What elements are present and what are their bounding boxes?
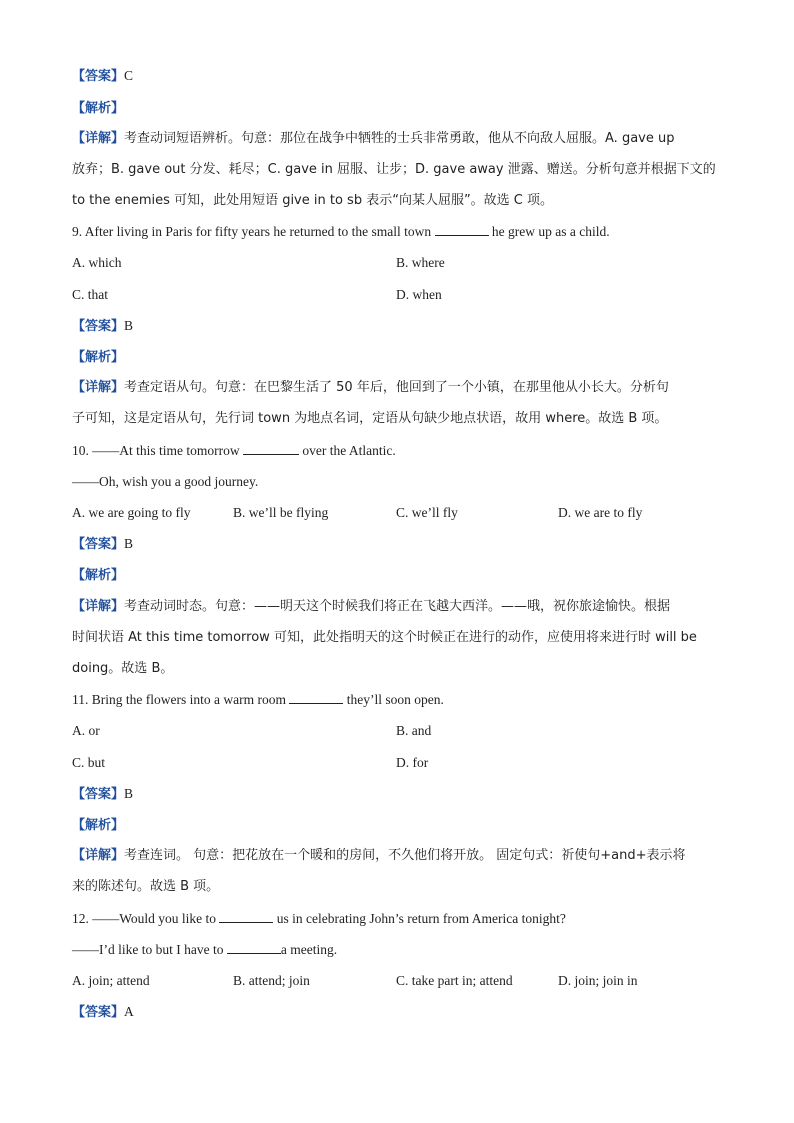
q12-blank-1 <box>219 911 273 923</box>
q12-stem-line-2-part-2: a meeting. <box>280 942 338 957</box>
q12-stem <box>72 911 722 927</box>
q11-analysis-line <box>72 817 722 834</box>
q12-stem-part-1: 12. ——Would you like to <box>72 911 217 926</box>
q9-stem <box>72 224 722 240</box>
q12-option-a: A. join; attend <box>72 973 150 988</box>
detail-tag: 【详解】 <box>72 131 125 146</box>
q11-stem <box>72 692 722 708</box>
q10-answer-value: B <box>124 536 134 551</box>
detail-tag: 【详解】 <box>72 848 125 863</box>
q11-answer-line <box>72 786 722 803</box>
q9-stem-part-2: he grew up as a child. <box>491 224 610 239</box>
q12-stem-line-2-part-1: ——I’d like to but I have to <box>72 942 224 957</box>
detail-tag: 【详解】 <box>72 380 125 395</box>
q8-analysis-line <box>72 100 722 117</box>
q10-stem <box>72 443 722 459</box>
q9-blank <box>435 224 489 236</box>
q12-option-b: B. attend; join <box>233 973 310 988</box>
q8-detail-text-1: 考查动词短语辨析。句意：那位在战争中牺牲的士兵非常勇敢，他从不向敌人屈服。A. gave up <box>124 131 675 146</box>
q10-analysis-line <box>72 567 722 584</box>
answer-tag: 【答案】 <box>72 787 125 802</box>
q10-answer-line <box>72 536 722 553</box>
q10-option-a: A. we are going to fly <box>72 505 191 520</box>
q8-answer-value: C <box>124 68 134 83</box>
q10-option-d: D. we are to fly <box>558 505 643 520</box>
q12-stem-part-2: us in celebrating John’s return from America tonight? <box>276 911 566 926</box>
q11-blank <box>289 692 343 704</box>
q12-blank-2 <box>227 942 281 954</box>
analysis-tag: 【解析】 <box>72 101 125 116</box>
q11-option-d: D. for <box>396 755 429 770</box>
q12-answer-line <box>72 1004 722 1021</box>
q10-option-c: C. we’ll fly <box>396 505 458 520</box>
q11-stem-part-2: they’ll soon open. <box>346 692 444 707</box>
detail-tag: 【详解】 <box>72 599 125 614</box>
q11-option-c: C. but <box>72 755 106 770</box>
q10-blank <box>243 443 299 455</box>
q11-detail-text-1: 考查连词。 句意：把花放在一个暖和的房间，不久他们将开放。 固定句式：祈使句+and+表示将 <box>124 848 686 863</box>
q12-answer-value: A <box>124 1004 134 1019</box>
q10-detail-line-1 <box>72 599 722 615</box>
q10-stem-line-2: ——Oh, wish you a good journey. <box>72 474 259 489</box>
q8-answer-line <box>72 68 722 85</box>
answer-tag: 【答案】 <box>72 1005 125 1020</box>
q8-detail-line-3: to the enemies 可知，此处用短语 give in to sb 表示“向某人屈服”。故选 C 项。 <box>72 193 554 208</box>
q10-stem-part-1: 10. ——At this time tomorrow <box>72 443 240 458</box>
answer-tag: 【答案】 <box>72 69 125 84</box>
q10-detail-text-1: 考查动词时态。句意：——明天这个时候我们将正在飞越大西洋。——哦，祝你旅途愉快。根据 <box>124 599 671 614</box>
q10-detail-line-3: doing。故选 B。 <box>72 661 174 676</box>
q9-option-a: A. which <box>72 255 122 270</box>
q8-detail-line-1 <box>72 131 722 147</box>
q11-option-b: B. and <box>396 723 432 738</box>
q11-stem-part-1: 11. Bring the flowers into a warm room <box>72 692 286 707</box>
analysis-tag: 【解析】 <box>72 818 125 833</box>
q10-stem-part-2: over the Atlantic. <box>302 443 396 458</box>
q12-option-d: D. join; join in <box>558 973 638 988</box>
q11-detail-line-2: 来的陈述句。故选 B 项。 <box>72 879 220 894</box>
answer-tag: 【答案】 <box>72 537 125 552</box>
q9-detail-line-1 <box>72 380 722 396</box>
q10-detail-line-2: 时间状语 At this time tomorrow 可知，此处指明天的这个时候正在进行的动作，应使用将来进行时 will be <box>72 630 697 645</box>
q10-option-b: B. we’ll be flying <box>233 505 329 520</box>
q9-analysis-line <box>72 349 722 366</box>
answer-tag: 【答案】 <box>72 319 125 334</box>
q8-detail-line-2: 放弃；B. gave out 分发、耗尽；C. gave in 屈服、让步；D. gave away 泄露、赠送。分析句意并根据下文的 <box>72 162 716 177</box>
analysis-tag: 【解析】 <box>72 350 125 365</box>
q11-detail-line-1 <box>72 848 722 864</box>
analysis-tag: 【解析】 <box>72 568 125 583</box>
q9-detail-line-2: 子可知，这是定语从句，先行词 town 为地点名词，定语从句缺少地点状语，故用 where。故选 B 项。 <box>72 411 668 426</box>
q9-option-b: B. where <box>396 255 445 270</box>
q9-answer-line <box>72 318 722 335</box>
q9-stem-part-1: 9. After living in Paris for fifty years he returned to the small town <box>72 224 432 239</box>
q9-option-c: C. that <box>72 287 108 302</box>
q9-option-d: D. when <box>396 287 442 302</box>
q11-option-a: A. or <box>72 723 100 738</box>
q9-detail-text-1: 考查定语从句。句意：在巴黎生活了 50 年后，他回到了一个小镇，在那里他从小长大。分析句 <box>124 380 669 395</box>
q12-option-c: C. take part in; attend <box>396 973 513 988</box>
q11-answer-value: B <box>124 786 134 801</box>
q9-answer-value: B <box>124 318 134 333</box>
q12-stem-line-2 <box>72 942 722 958</box>
